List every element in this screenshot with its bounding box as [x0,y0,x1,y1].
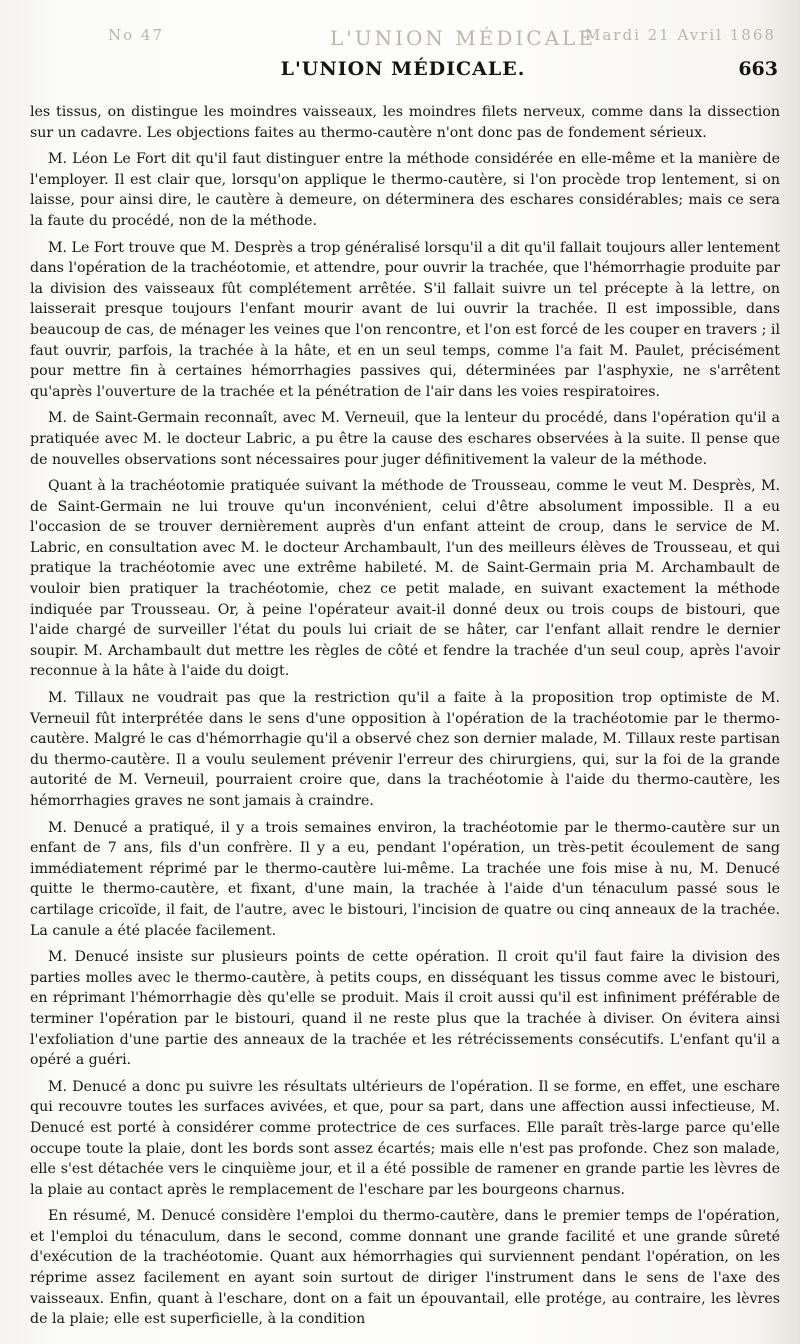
paragraph: M. Denucé insiste sur plusieurs points de cette opération. Il croit qu'il faut faire la division des parties molles avec le thermo-cautère, à petits coups, en disséquant les tissus comme avec le bistouri, en réprimant l'hémorrhagie dès qu'elle se produit. Mais il croit aussi qu'il est infiniment préférable de terminer l'opération par le bistouri, quand il ne reste plus que la trachée à diviser. On évitera ainsi l'exfoliation d'une partie des anneaux de la trachée et les rétrécissements consécutifs. L'enfant qu'il a opéré a guéri. [30,949,780,1069]
paragraph: les tissus, on distingue les moindres vaisseaux, les moindres filets nerveux, comme dans la dissection sur un cadavre. Les objections faites au thermo-cautère n'ont donc pas de fondement sérieux. [30,104,780,141]
paragraph: M. de Saint-Germain reconnaît, avec M. Verneuil, que la lenteur du procédé, dans l'opération qu'il a pratiquée avec M. le docteur Labric, a pu être la cause des eschares observées à la suite. Il pense que de nouvelles observations sont nécessaires pour juger définitivement la valeur de la méthode. [30,410,780,468]
bleed-through-issue-number: No 47 [108,26,165,44]
running-title: L'UNION MÉDICALE. [280,58,526,80]
paragraph: M. Le Fort trouve que M. Desprès a trop généralisé lorsqu'il a dit qu'il fallait toujours aller lentement dans l'opération de la trachéotomie, et attendre, pour ouvrir la trachée, que l'hémorrhagie produite par la division des vaisseaux fût complétement arrêtée. S'il fallait suivre un tel précepte à la lettre, on laisserait presque toujours l'enfant mourir avant de lui ouvrir la trachée. Il est impossible, dans beaucoup de cas, de ménager les veines que l'on rencontre, et l'on est forcé de les couper en travers ; il faut ouvrir, parfois, la trachée à la hâte, et en un seul temps, comme l'a fait M. Paulet, précisément pour mettre fin à certaines hémorrhagies passives qui, déterminées par l'asphyxie, ne s'arrêtent qu'après l'ouverture de la trachée et la pénétration de l'air dans les voies respiratoires. [30,239,780,400]
article-body [30,102,780,1336]
paragraph: M. Tillaux ne voudrait pas que la restriction qu'il a faite à la proposition trop optimiste de M. Verneuil fût interprétée dans le sens d'une opposition à l'opération de la trachéotomie par le thermo-cautère. Malgré le cas d'hémorrhagie qu'il a observé chez son dernier malade, M. Tillaux reste partisan du thermo-cautère. Il a voulu seulement prévenir l'erreur des chirurgiens, qui, sur la foi de la grande autorité de M. Verneuil, pourraient croire que, dans la trachéotomie à l'aide du thermo-cautère, les hémorrhagies graves ne sont jamais à craindre. [30,690,780,809]
bleed-through-date: Mardi 21 Avril 1868 [585,26,776,44]
page-number: 663 [738,58,778,80]
paragraph: M. Léon Le Fort dit qu'il faut distinguer entre la méthode considérée en elle-même et la manière de l'employer. Il est clair que, lorsqu'on applique le thermo-cautère, si l'on procède trop lentement, si on laisse, pour ainsi dire, le cautère à demeure, on déterminera des eschares considérables; mais ce sera la faute du procédé, non de la méthode. [30,151,780,229]
paragraph: M. Denucé a donc pu suivre les résultats ultérieurs de l'opération. Il se forme, en effet, une eschare qui recouvre toutes les surfaces avivées, et que, pour sa part, dans une affection aussi infectieuse, M. Denucé est porté à considérer comme protectrice de ces surfaces. Elle paraît très-large parce qu'elle occupe toute la plaie, dont les bords sont assez écartés; mais elle n'est pas profonde. Chez son malade, elle s'est détachée vers le cinquième jour, et il a été possible de ramener en grande partie les lèvres de la plaie au contact après le remplacement de l'eschare par les bourgeons charnus. [30,1078,780,1198]
page-header [28,58,778,88]
bleed-through-masthead: L'UNION MÉDICALE [330,26,596,50]
paragraph: M. Denucé a pratiqué, il y a trois semaines environ, la trachéotomie par le thermo-cautère sur un enfant de 7 ans, fils d'un confrère. Il y a eu, pendant l'opération, un très-petit écoulement de sang immédiatement réprimé par le thermo-cautère lui-même. La trachée une fois mise à nu, M. Denucé quitte le thermo-cautère, et fixant, d'une main, la trachée à l'aide d'un ténaculum passé sous le cartilage cricoïde, il fait, de l'autre, avec le bistouri, l'incision de quatre ou cinq anneaux de la trachée. La canule a été placée facilement. [30,819,780,939]
paragraph: Quant à la trachéotomie pratiquée suivant la méthode de Trousseau, comme le veut M. Desprès, M. de Saint-Germain ne lui trouve qu'un inconvénient, celui d'être absolument impossible. Il a eu l'occasion de se trouver dernièrement auprès d'un enfant atteint de croup, dans le service de M. Labric, en consultation avec M. le docteur Archambault, l'un des meilleurs élèves de Trousseau, et qui pratique la trachéotomie avec une extrême habileté. M. de Saint-Germain pria M. Archambault de vouloir bien pratiquer la trachéotomie, chez ce petit malade, en suivant exactement la méthode indiquée par Trousseau. Or, à peine l'opérateur avait-il donné deux ou trois coups de bistouri, que l'aide chargé de surveiller l'état du pouls lui criait de se hâter, car l'enfant allait rendre le dernier soupir. M. Archambault dut mettre les règles de côté et fendre la trachée d'un seul coup, après l'avoir reconnue à la hâte à l'aide du doigt. [30,478,780,680]
paragraph: En résumé, M. Denucé considère l'emploi du thermo-cautère, dans le premier temps de l'opération, et l'emploi du ténaculum, dans le second, comme donnant une grande facilité et une grande sûreté d'exécution de la trachéotomie. Quant aux hémorrhagies qui surviennent pendant l'opération, on les réprime assez facilement en ayant soin surtout de diriger l'instrument dans le sens de l'axe des vaisseaux. Enfin, quant à l'eschare, dont on a fait un épouvantail, elle protége, au contraire, les lèvres de la plaie; elle est superficielle, à la condition [30,1208,780,1328]
